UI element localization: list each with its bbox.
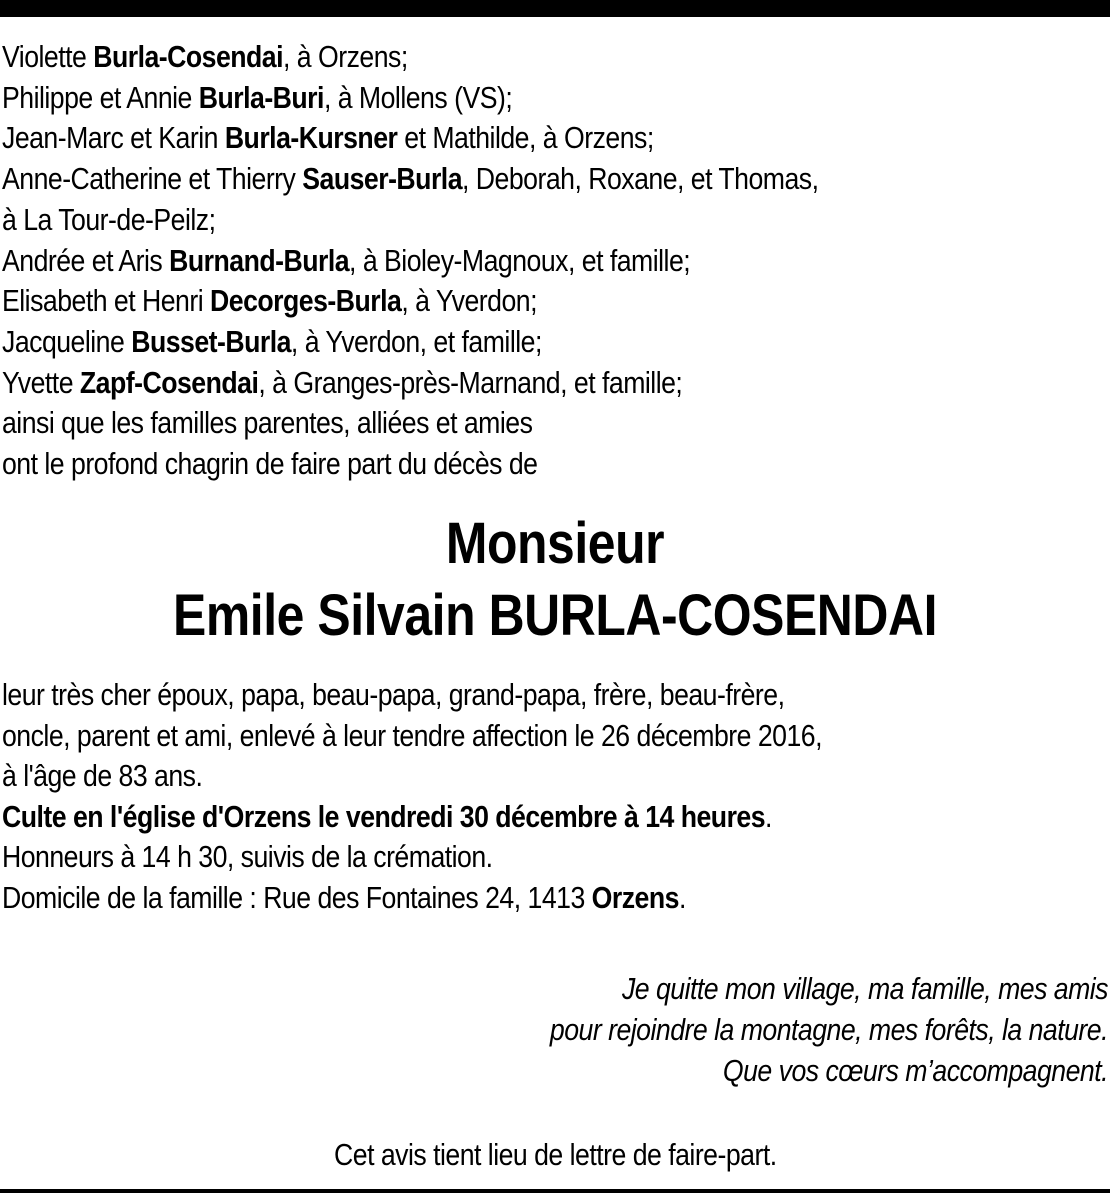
quote-line: Je quitte mon village, ma famille, mes amis — [621, 971, 1108, 1006]
family-names: Violette — [2, 39, 94, 74]
family-location: , à Granges-près-Marnand, et famille; — [258, 364, 683, 400]
relatives-text: ainsi que les familles parentes, alliées et amies — [2, 405, 533, 441]
honors-line: Honneurs à 14 h 30, suivis de la crémation. — [2, 839, 493, 874]
family-location: , à Mollens (VS); — [323, 79, 513, 115]
details-line: à l'âge de 83 ans. — [2, 758, 203, 793]
service-text: Culte en l'église d'Orzens le vendredi 30 décembre à 14 heures — [2, 798, 766, 834]
family-names: Yvette — [2, 364, 80, 400]
service-line — [2, 797, 1108, 838]
family-line — [2, 159, 1108, 200]
family-line — [2, 200, 1108, 241]
family-line — [2, 37, 1108, 78]
family-location: , Deborah, Roxane, et Thomas, — [462, 161, 819, 197]
family-surname: Burla-Buri — [198, 79, 324, 115]
notice-text: Cet avis tient lieu de lettre de faire-part. — [333, 1137, 777, 1172]
family-names: Andrée et Aris — [2, 242, 170, 278]
honorific: Monsieur — [445, 511, 665, 576]
family-surname: Zapf-Cosendai — [79, 364, 259, 400]
family-location: à La Tour-de-Peilz; — [2, 201, 216, 237]
family-line — [2, 241, 1108, 282]
notice-block — [0, 1135, 1110, 1175]
details-block — [2, 675, 1108, 918]
family-line — [2, 78, 1108, 119]
family-names: Jacqueline — [2, 323, 132, 359]
domicile-address: Domicile de la famille : Rue des Fontaines 24, 1413 — [2, 879, 592, 915]
family-line — [2, 281, 1108, 322]
domicile-end: . — [678, 879, 686, 915]
family-line — [2, 444, 1108, 485]
details-line: oncle, parent et ami, enlevé à leur tendre affection le 26 décembre 2016, — [2, 717, 822, 753]
family-surname: Sauser-Burla — [302, 161, 463, 197]
family-surname: Decorges-Burla — [210, 283, 402, 319]
domicile-line — [2, 878, 1108, 919]
family-location: et Mathilde, à Orzens; — [397, 120, 654, 156]
family-names: Elisabeth et Henri — [2, 283, 211, 319]
top-rule — [0, 0, 1110, 17]
family-line — [2, 118, 1108, 159]
quote-line: pour rejoindre la montagne, mes forêts, la nature. — [549, 1012, 1108, 1047]
family-surname: Burla-Kursner — [224, 120, 398, 156]
family-location: , à Yverdon, et famille; — [290, 323, 542, 359]
family-names: Anne-Catherine et Thierry — [2, 161, 303, 197]
family-location: , à Bioley-Magnoux, et famille; — [349, 242, 691, 278]
family-location: , à Yverdon; — [401, 283, 537, 319]
service-end: . — [765, 798, 772, 834]
quote-block — [2, 968, 1108, 1091]
domicile-town: Orzens — [591, 879, 679, 915]
family-names: Philippe et Annie — [2, 79, 199, 115]
family-surname: Busset-Burla — [131, 323, 291, 359]
family-line — [2, 363, 1108, 404]
family-line — [2, 403, 1108, 444]
quote-line: Que vos cœurs m’accompagnent. — [722, 1053, 1108, 1088]
deceased-block — [0, 508, 1110, 652]
bottom-rule — [0, 1189, 1110, 1193]
family-line — [2, 322, 1108, 363]
family-surname: Burla-Cosendai — [93, 39, 284, 74]
family-names: Jean-Marc et Karin — [2, 120, 225, 156]
details-line: leur très cher époux, papa, beau-papa, grand-papa, frère, beau-frère, — [2, 677, 785, 712]
deceased-name: Emile Silvain BURLA-COSENDAI — [172, 583, 938, 648]
family-location: , à Orzens; — [283, 39, 408, 74]
announcement-text: ont le profond chagrin de faire part du décès de — [2, 446, 538, 482]
family-surname: Burnand-Burla — [169, 242, 350, 278]
family-list — [2, 37, 1108, 485]
